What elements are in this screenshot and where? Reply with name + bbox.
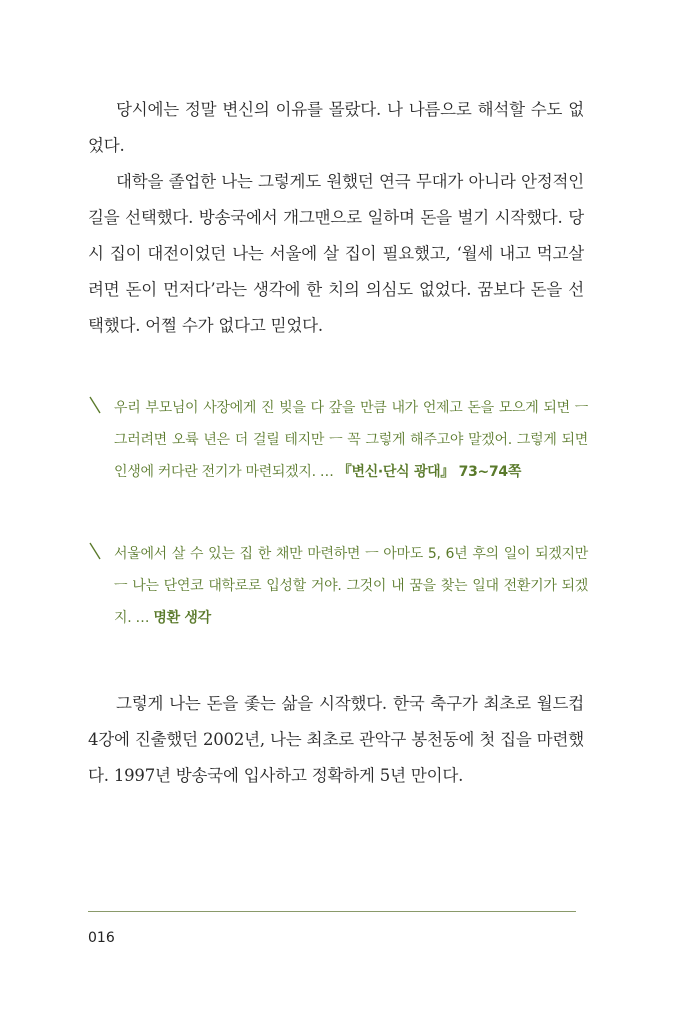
quote-1-content — [114, 392, 588, 488]
footer-rule — [88, 911, 576, 912]
quote-1-source: 『변신·단식 광대』 73~74쪽 — [337, 464, 522, 480]
quote-2-source: 명환 생각 — [153, 610, 211, 626]
paragraph-1: 당시에는 정말 변신의 이유를 몰랐다. 나 나름으로 해석할 수도 없었다. — [88, 100, 584, 155]
paragraph-2: 대학을 졸업한 나는 그렇게도 원했던 연극 무대가 아니라 안정적인 길을 선택했다. 방송국에서 개그맨으로 일하며 돈을 벌기 시작했다. 당시 집이 대전이었던 나는 서울에 살 집이 필요했고, ‘월세 내고 먹고살려면 돈이 먼저다’라는 생각에 한 치의 의심도 없었다. 꿈보다 돈을 선택했다. 어쩔 수가 없다고 믿었다. — [88, 172, 584, 335]
page-number: 016 — [88, 930, 115, 946]
backslash-quote-mark-icon — [88, 394, 102, 418]
backslash-quote-mark-icon — [88, 540, 102, 564]
quote-1-ellipsis: … — [319, 464, 334, 480]
quote-block-2 — [88, 538, 588, 634]
closing-paragraph: 그렇게 나는 돈을 좇는 삶을 시작했다. 한국 축구가 최초로 월드컵 4강에 진출했던 2002년, 나는 최초로 관악구 봉천동에 첫 집을 마련했다. 1997년 방송국에 입사하고 정확하게 5년 만이다. — [88, 694, 584, 785]
quote-2-content — [114, 538, 588, 634]
quote-block-1 — [88, 392, 588, 488]
quote-2-text: 서울에서 살 수 있는 집 한 채만 마련하면 ㅡ 아마도 5, 6년 후의 일이 되겠지만 ㅡ 나는 단연코 대학로로 입성할 거야. 그것이 내 꿈을 찾는 일대 전환기가 되겠지. — [114, 546, 588, 626]
quote-1-text: 우리 부모님이 사장에게 진 빚을 다 갚을 만큼 내가 언제고 돈을 모으게 되면 ㅡ 그러려면 오륙 년은 더 걸릴 테지만 ㅡ 꼭 그렇게 해주고야 말겠어. 그렇게 되면 인생에 커다란 전기가 마련되겠지. — [114, 400, 588, 480]
quote-2-ellipsis: … — [135, 610, 150, 626]
intro-section — [88, 92, 584, 344]
closing-section — [88, 686, 584, 794]
